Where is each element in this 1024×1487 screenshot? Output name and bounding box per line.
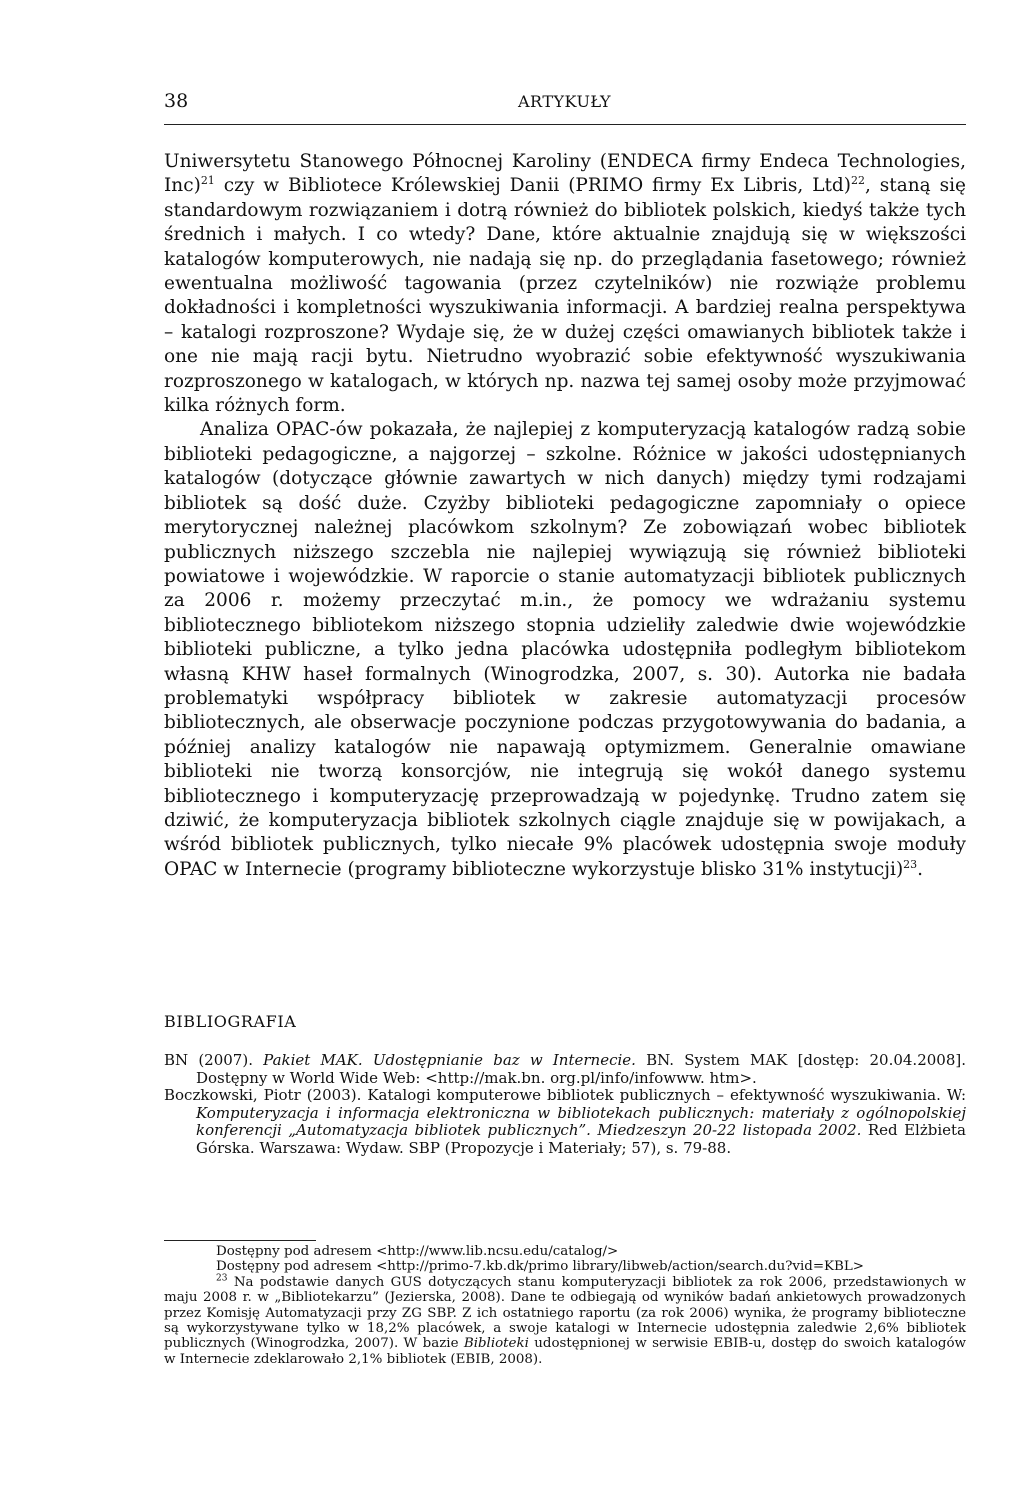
bibliography-entry: BN (2007). Pakiet MAK. Udostępnianie baz w Internecie. BN. System MAK [dostęp: 20.04.2008]. Dostępny w World Wide Web: <http://mak.bn. org.pl/info/infowww. htm>.: [164, 1051, 966, 1087]
header-rule: [164, 124, 966, 125]
footnote-ref-22: 22: [851, 174, 865, 188]
footnote-rule: [164, 1240, 316, 1241]
paragraph-2: Analiza OPAC-ów pokazała, że najlepiej z komputeryzacją katalogów radzą sobie biblioteki pedagogiczne, a najgorzej – szkolne. Różnice w jakości udostępnianych katalogów (dotyczące głównie zawartych w nich danych) między tymi rodzajami bibliotek są dość duże. Czyżby biblioteki pedagogiczne zapomniały o opiece merytorycznej należnej placówkom szkolnym? Ze zobowiązań wobec bibliotek publicznych niższego szczebla nie najlepiej wywiązują się również biblioteki powiatowe i wojewódzkie. W raporcie o stanie automatyzacji bibliotek publicznych za 2006 r. możemy przeczytać m.in., że pomocy we wdrażaniu systemu bibliotecznego bibliotekom niższego stopnia udzieliły zaledwie dwie wojewódzkie biblioteki publiczne, a tylko jedna placówka udostępniła podległym bibliotekom własną KHW haseł formalnych (Winogrodzka, 2007, s. 30). Autorka nie badała problematyki współpracy bibliotek w zakresie automatyzacji procesów bibliotecznych, ale obserwacje poczynione podczas przygotowywania do badania, a później analizy katalogów nie napawają optymizmem. Generalnie omawiane biblioteki nie tworzą konsorcjów, nie integrują się wokół danego systemu bibliotecznego i komputeryzację przeprowadzają w pojedynkę. Trudno zatem się dziwić, że komputeryzacja bibliotek szkolnych ciągle znajduje się w powijakach, a wśród bibliotek publicznych, tylko niecałe 9% placówek udostępnia swoje moduły OPAC w Internecie (programy biblioteczne wykorzystuje blisko 31% instytucji)$^{23}$.: [164, 419, 966, 880]
bibliography-list: [164, 1052, 966, 1158]
footnote-22: Dostępny pod adresem <http://primo-7.kb.dk/primo library/libweb/action/search.du?vid=KBL>: [216, 1259, 865, 1275]
paragraph-1: Uniwersytetu Stanowego Północnej Karoliny (ENDECA firmy Endeca Technologies, Inc)$^{21}$ czy w Bibliotece Królewskiej Danii (PRIMO firmy Ex Libris, Ltd)$^{22}$, staną się standardowym rozwiązaniem i dotrą również do bibliotek polskich, kiedyś także tych średnich i małych. I co wtedy? Dane, które aktualnie znajdują się w większości katalogów komputerowych, nie nadają się np. do przeglądania fasetowego; również ewentualna możliwość tagowania (przez czytelników) nie rozwiąże problemu dokładności i kompletności wyszukiwania informacji. A bardziej realna perspektywa – katalogi rozproszone? Wydaje się, że w dużej części omawianych bibliotek także i one nie mają racji bytu. Nietrudno wyobrazić sobie efektywność wyszukiwania rozproszonego w katalogach, w których np. nazwa tej samej osoby może przyjmować kilka różnych form.: [164, 151, 966, 417]
footnotes: [164, 1244, 966, 1367]
bibliography-heading: BIBLIOGRAFIA: [164, 1012, 297, 1031]
page-number: 38: [164, 90, 189, 112]
footnote-21: Dostępny pod adresem <http://www.lib.ncsu.edu/catalog/>: [216, 1244, 619, 1259]
bibliography-entry: Boczkowski, Piotr (2003). Katalogi komputerowe bibliotek publicznych – efektywność wyszukiwania. W: Komputeryzacja i informacja elektroniczna w bibliotekach publicznych: materiały z ogólnopolskiej konferencji „Automatyzacja bibliotek publicznych”. Miedzeszyn 20-22 listopada 2002. Red Elżbieta Górska. Warszawa: Wydaw. SBP (Propozycje i Materiały; 57), s. 79-88.: [164, 1086, 966, 1157]
footnote-ref-21: 21: [200, 174, 215, 188]
running-header: [164, 90, 966, 118]
main-text: [164, 150, 966, 882]
footnote-ref-23: 23: [903, 857, 918, 871]
footnote-number: 23: [216, 1273, 228, 1284]
section-title: ARTYKUŁY: [518, 92, 612, 111]
footnote-23: $^{23}$ Na podstawie danych GUS dotyczących stanu komputeryzacji bibliotek za rok 2006, przedstawionych w maju 2008 r. w „Bibliotekarzu” (Jezierska, 2008). Dane te odbiegają od wyników badań ankietowych prowadzonych przez Komisję Automatyzacji przy ZG SBP. Z ich ostatniego raportu (za rok 2006) wynika, że programy biblioteczne są wykorzystywane tylko w 18,2% placówek, a swoje katalogi w Internecie udostępnia zaledwie 2,6% bibliotek publicznych (Winogrodzka, 2007). W bazie Biblioteki udostępnionej w serwisie EBIB-u, dostęp do swoich katalogów w Internecie zdeklarowało 2,1% bibliotek (EBIB, 2008).: [164, 1273, 967, 1367]
